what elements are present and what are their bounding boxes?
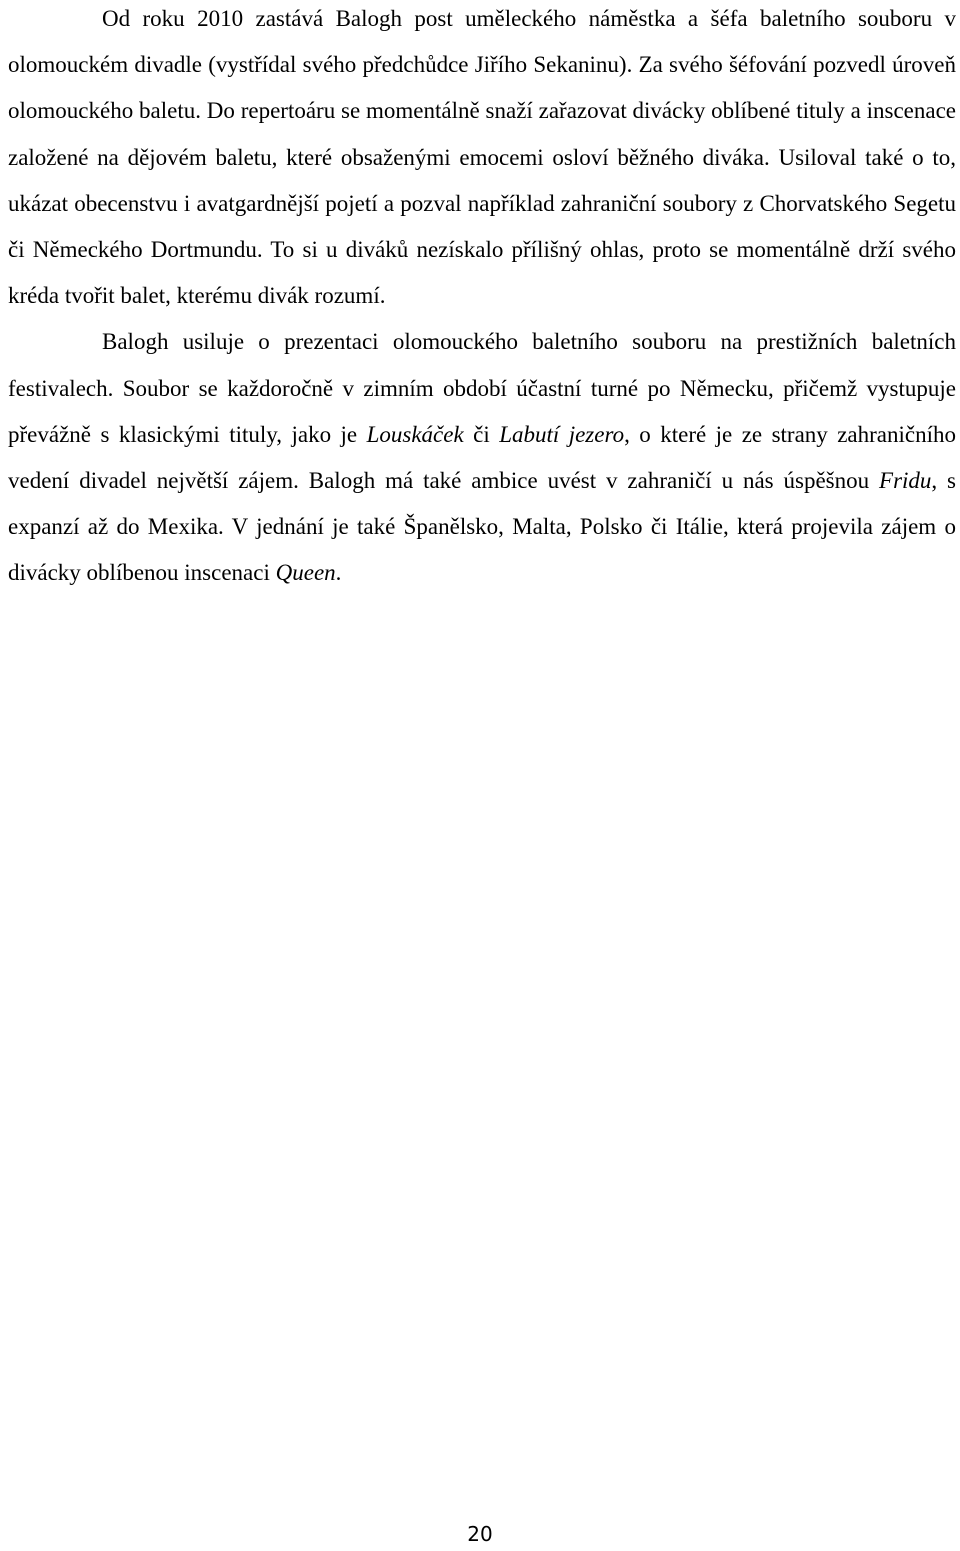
text-segment: Od roku 2010 zastává Balogh post uměleckého náměstka a šéfa baletního souboru v olomouckém divadle (vystřídal svého předchůdce Jiřího Sekaninu). Za svého šéfování pozvedl úroveň olomouckého baletu. Do repertoáru se momentálně snaží zařazovat divácky oblíbené tituly a inscenace založené na dějovém baletu, které obsaženými emocemi osloví běžného diváka. Usiloval také o to, ukázat obecenstvu i avatgardnější pojetí a pozval například zahraniční soubory z Chorvatského Segetu či Německého Dortmundu. To si u diváků nezískalo přílišný ohlas, proto se momentálně drží svého kréda tvořit balet, kterému divák rozumí. (8, 6, 956, 309)
page-number: 20 (467, 1522, 493, 1546)
paragraph (8, 0, 956, 319)
paragraph (8, 319, 956, 596)
text-segment: Balogh usiluje o prezentaci olomouckého baletního souboru na prestižních baletních festivalech. Soubor se každoročně v zimním období účastní turné po Německu, přičemž vystupuje převážně s klasickými tituly, jako je (8, 329, 956, 447)
work-title: Louskáček (366, 421, 464, 447)
work-title: Queen (275, 560, 336, 586)
text-segment: , o které je ze strany zahraničního vedení divadel největší zájem. Balogh má také ambice uvést v zahraničí u nás úspěšnou (8, 421, 956, 494)
document-page (8, 0, 956, 597)
text-segment: . (335, 560, 342, 586)
work-title: Fridu (879, 468, 932, 494)
text-segment: , s expanzí až do Mexika. V jednání je také Španělsko, Malta, Polsko či Itálie, která projevila zájem o divácky oblíbenou inscenaci (8, 468, 956, 586)
work-title: Labutí jezero (499, 421, 625, 447)
text-segment: či (463, 421, 500, 447)
